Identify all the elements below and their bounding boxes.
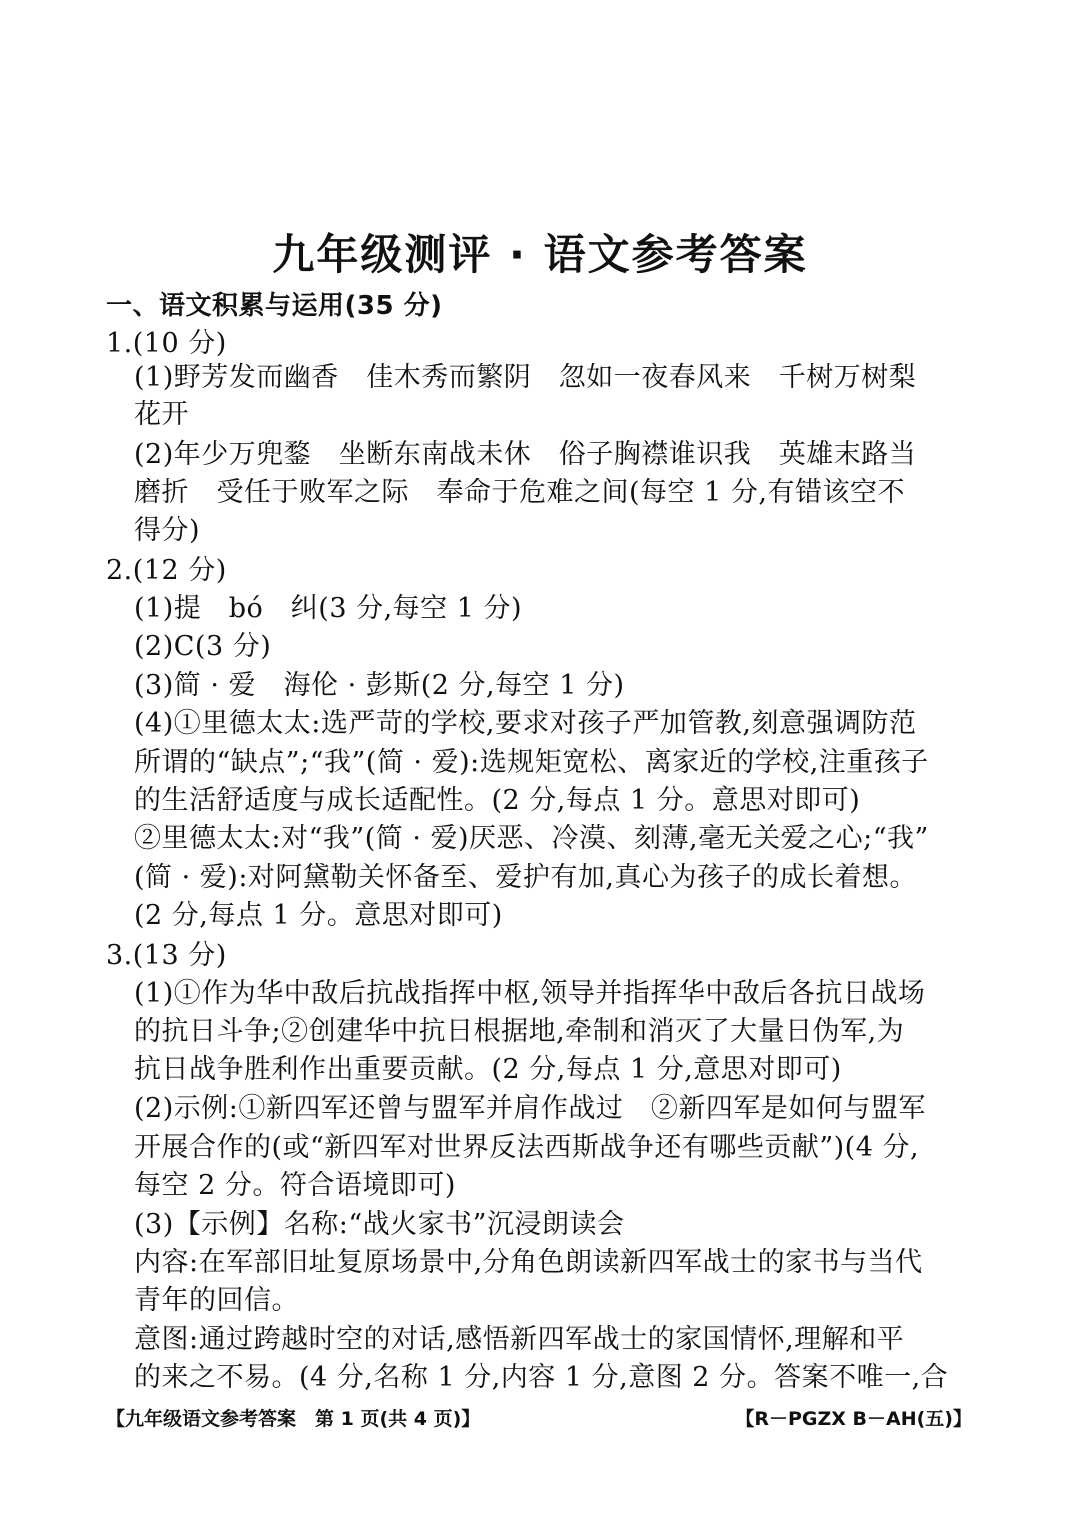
answer-line: 磨折 受任于败军之际 奉命于危难之间(每空 1 分,有错该空不 (134, 477, 905, 508)
answer-line: 意图:通过跨越时空的对话,感悟新四军战士的家国情怀,理解和平 (134, 1324, 905, 1355)
question-2-heading: 2.(12 分) (106, 555, 227, 586)
answer-line: 得分) (134, 515, 201, 546)
answer-line: (1)提 bó 纠(3 分,每空 1 分) (134, 593, 523, 624)
answer-line: (1)野芳发而幽香 佳木秀而繁阴 忽如一夜春风来 千树万树梨 (134, 362, 917, 393)
answer-line: 的抗日斗争;②创建华中抗日根据地,牵制和消灭了大量日伪军,为 (134, 1016, 905, 1047)
answer-line: (1)①作为华中敌后抗战指挥中枢,领导并指挥华中敌后各抗日战场 (134, 978, 926, 1009)
answer-line: (2)示例:①新四军还曾与盟军并肩作战过 ②新四军是如何与盟军 (134, 1093, 926, 1124)
section-heading: 一、语文积累与运用(35 分) (106, 291, 443, 321)
answer-line: 花开 (134, 399, 189, 430)
answer-line: (3)【示例】名称:“战火家书”沉浸朗读会 (134, 1209, 625, 1240)
answer-line: 每空 2 分。符合语境即可) (134, 1170, 456, 1201)
answer-line: (4)①里德太太:选严苛的学校,要求对孩子严加管教,刻意强调防范 (134, 708, 917, 739)
footer-code: 【R－PGZX B－AH(五)】 (735, 1408, 972, 1430)
answer-line: (2)C(3 分) (134, 631, 272, 662)
answer-line: ②里德太太:对“我”(简 · 爱)厌恶、冷漠、刻薄,毫无关爱之心;“我” (134, 823, 929, 854)
answer-line: 青年的回信。 (134, 1285, 299, 1316)
answer-line: (简 · 爱):对阿黛勒关怀备至、爱护有加,真心为孩子的成长着想。 (134, 862, 917, 893)
answer-line: 的来之不易。(4 分,名称 1 分,内容 1 分,意图 2 分。答案不唯一,合 (134, 1362, 949, 1393)
answer-line: (2)年少万兜鍪 坐断东南战未休 俗子胸襟谁识我 英雄末路当 (134, 439, 917, 470)
question-1-heading: 1.(10 分) (106, 328, 227, 359)
answer-line: 抗日战争胜利作出重要贡献。(2 分,每点 1 分,意思对即可) (134, 1054, 842, 1085)
answer-line: (3)简 · 爱 海伦 · 彭斯(2 分,每空 1 分) (134, 670, 625, 701)
answer-line: 的生活舒适度与成长适配性。(2 分,每点 1 分。意思对即可) (134, 785, 861, 816)
answer-line: 所谓的“缺点”;“我”(简 · 爱):选规矩宽松、离家近的学校,注重孩子 (134, 747, 929, 778)
answer-line: (2 分,每点 1 分。意思对即可) (134, 900, 503, 931)
answer-line: 内容:在军部旧址复原场景中,分角色朗读新四军战士的家书与当代 (134, 1247, 923, 1278)
page-title: 九年级测评 · 语文参考答案 (272, 230, 808, 279)
footer-page-info: 【九年级语文参考答案 第 1 页(共 4 页)】 (106, 1408, 481, 1430)
answer-line: 开展合作的(或“新四军对世界反法西斯战争还有哪些贡献”)(4 分, (134, 1132, 920, 1163)
question-3-heading: 3.(13 分) (106, 940, 227, 971)
